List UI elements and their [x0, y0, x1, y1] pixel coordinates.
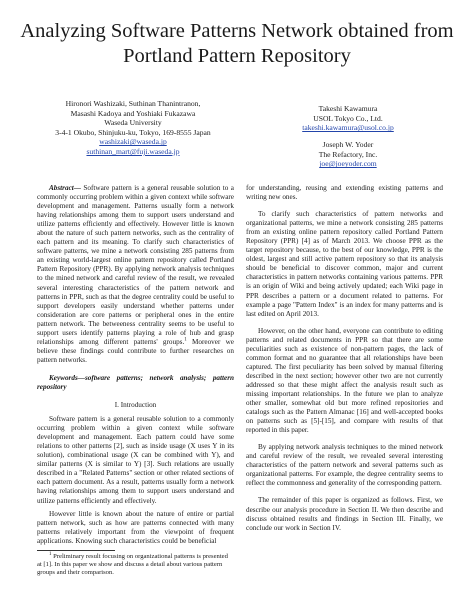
- body-paragraph: for understanding, reusing and extending existing patterns and writing new ones.: [246, 184, 443, 202]
- body-paragraph: By applying network analysis techniques to the mined network and careful review of the result, we revealed several interesting characteristics of the pattern network and several patterns such as organizational patterns. For example, the degree centrality seems to reflect the commonness and generality of the corresponding pattern.: [246, 443, 443, 488]
- body-paragraph: Software pattern is a general reusable solution to a commonly occurring problem within a given context while software development and management. Each pattern could have some relations to other patterns [2], such as inside usage (X uses Y in its solution), combinational usage (X can be combined with Y), and similar patterns (X is similar to Y) [3]. Such relations are usually described in a "Related Patterns" section or other related sections of each pattern document. As a result, patterns usually form a network having relationships among them to support users understand and utilize patterns efficiently and effectively.: [37, 415, 234, 505]
- author-names-line-1: Hironori Washizaki, Suthinan Thanintranon,: [65, 99, 201, 108]
- paper-title-line-1: Analyzing Software Patterns Network obtained from: [20, 20, 454, 42]
- body-paragraph: The remainder of this paper is organized as follows. First, we describe our analysis procedure in Section II. We then describe and discuss obtained results and findings in Section III. Finally, we conclude our work in Section IV.: [246, 496, 443, 532]
- author-affiliation: Waseda University: [104, 118, 162, 128]
- author-email-2[interactable]: suthinan_mart@fuji.waseda.jp: [86, 146, 180, 156]
- author-name: Takeshi Kawamura: [318, 104, 378, 113]
- keywords-label: Keywords—: [49, 373, 85, 382]
- abstract-label: Abstract—: [49, 184, 81, 192]
- body-paragraph: However little is known about the nature of entire or partial pattern network, such as how are patterns connected with many patterns relatively important from the viewpoint of frequent applications. Knowing such characteristics could be beneficial: [37, 509, 234, 545]
- body-paragraph: To clarify such characteristics of pattern networks and organizational patterns, we mine a network consisting 285 patterns from an existing online pattern repository called Portland Pattern Repository (PPR) [4] as of March 2013. We choose PPR as the target repository because, to the best of our knowledge, PPR is the oldest, largest and still active pattern repository so that its analysis should be beneficial to discover common, major and current characteristics in pattern networks containing various patterns. PPR is an origin of Wiki and being actively updated; each Wiki page in PPR describes a pattern or a document related to patterns. For example a page "Pattern Index" is an index for many patterns and is last edited on April 2013.: [246, 210, 443, 318]
- paper-title-line-2: Portland Pattern Repository: [123, 45, 351, 67]
- author-block-refactory: [268, 140, 428, 169]
- abstract-text-end: Moreover we believe these findings could contribute to further researches on pattern networks.: [37, 337, 234, 364]
- author-name: Joseph W. Yoder: [322, 140, 374, 149]
- footnote-text: Preliminary result focusing on organizational patterns is presented at [1]. In this paper we show and discuss a detail about various pattern groups and their comparison.: [37, 552, 228, 577]
- author-block-waseda: [28, 99, 238, 157]
- left-column: [37, 184, 234, 577]
- footnote-mark: 1: [49, 551, 52, 557]
- keywords-text: software patterns; network analysis; pattern repository: [37, 373, 234, 391]
- abstract: [37, 184, 234, 365]
- author-affiliation: The Refactory, Inc.: [318, 149, 378, 159]
- author-names-line-2: Masashi Kadoya and Yoshiaki Fukazawa: [70, 108, 196, 118]
- author-affiliation: USOL Tokyo Co., Ltd.: [313, 113, 383, 123]
- paper-title: [20, 19, 454, 69]
- author-block-usol: [268, 104, 428, 133]
- body-paragraph: However, on the other hand, everyone can contribute to editing patterns and related documents in PPR so that there are some peculiarities such as existence of non-pattern pages, the lack of common format and no guarantee that all relationships have been captured. The first peculiarity has been solved by manual filtering described in the next section; however other two are not currently addressed so that these might affect the analysis result such as missing important relationships. In the future we plan to analyze other smaller, somewhat old but more refined repositories and catalogs such as the Pattern Almanac [16] and well-accepted books on patterns such as [5]-[15], and compare with results of that reported in this paper.: [246, 326, 443, 435]
- keywords: [37, 374, 234, 392]
- author-email-1[interactable]: washizaki@waseda.jp: [99, 137, 167, 147]
- footnote-marker: 1: [184, 337, 187, 343]
- right-column: [246, 184, 443, 533]
- section-heading-introduction: I. Introduction: [114, 401, 157, 410]
- footnote: [37, 553, 234, 578]
- author-address: 3-4-1 Okubo, Shinjuku-ku, Tokyo, 169-8555 Japan: [55, 127, 211, 137]
- abstract-text: Software pattern is a general reusable solution to a commonly occurring problem within a given context while software development and management. Patterns usually form a network having relationships among them to support users understand and utilize patterns efficiently and effectively. However little is known about the nature of such pattern networks, such as the centrality of each pattern and its meaning. To clarify such characteristics of software patterns, we mine a network consisting 285 patterns from an existing world-largest online pattern repository called Portland Pattern Repository (PPR). By applying network analysis techniques to the mined network and careful review of the result, we revealed several interesting characteristics of the pattern network and patterns in PPR, such as that the degree centrality could be useful to support developers easily understand whether patterns under consideration are core patterns or peripheral ones in the entire pattern network. The betweeness centrality seems to be useful to support users identify patterns playing a role of hub and grasp relationships among different patterns' groups.: [37, 184, 234, 346]
- author-email[interactable]: takeshi.kawamura@usol.co.jp: [302, 123, 394, 133]
- author-email[interactable]: joe@joeyoder.com: [319, 159, 377, 169]
